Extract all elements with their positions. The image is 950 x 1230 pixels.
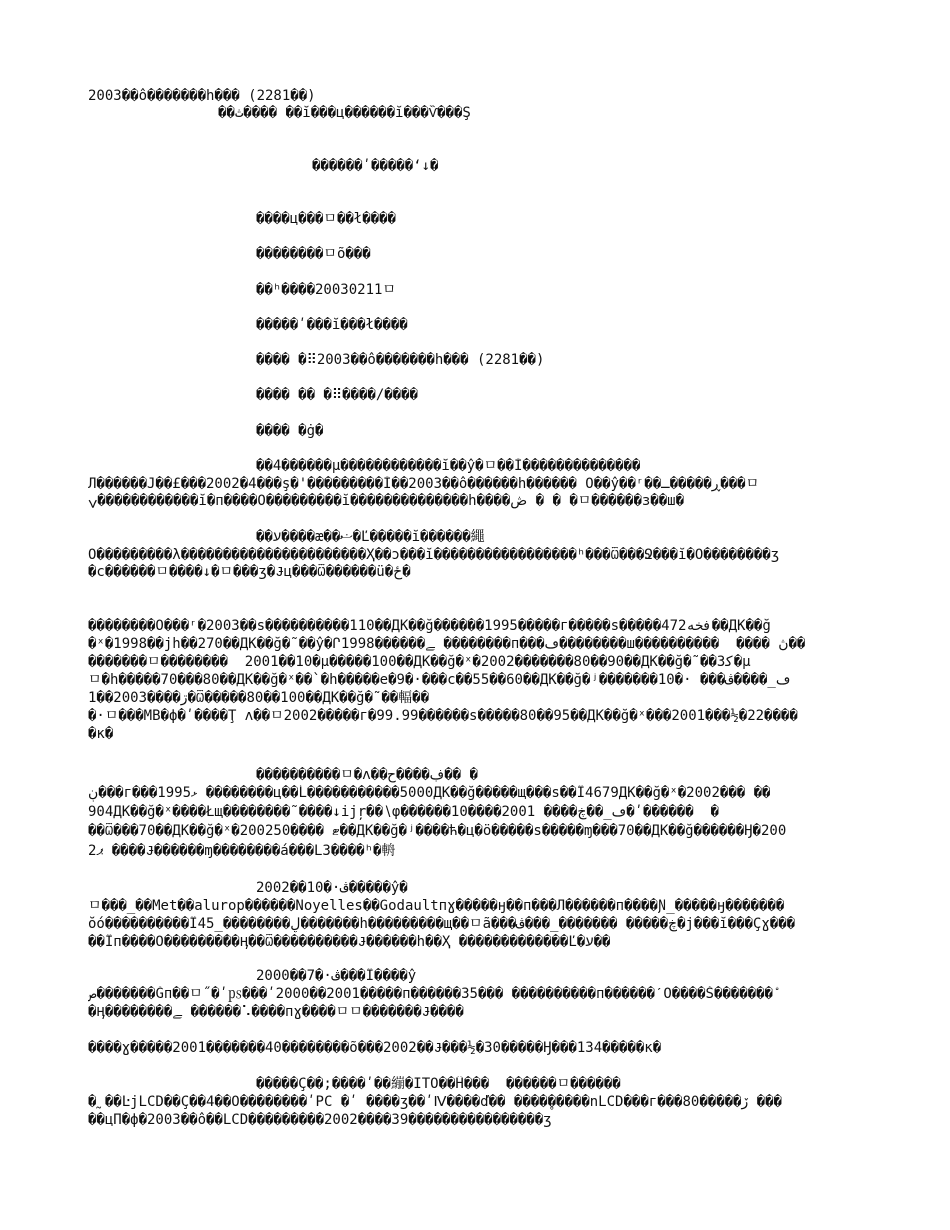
paragraph-line: Л������Ј��£���2002�4���ş�'���������Ĭ��2003��ô������h������ Ö��ŷ��ʳ��ڕ�����ـ���ㅁ — [88, 476, 760, 492]
paragraph-line: ص�������Ğп��ㅁ˝�ʹ㎰���ʹ2000��2001�����п������35��� ����������п������ˊÖ����Š�������ۨ — [88, 986, 773, 1002]
document-title: ������ʹ�����ʻ↓� — [312, 158, 439, 174]
meta-line: ���� �⠿2003��ô�������h��� (2281��) — [256, 352, 545, 368]
paragraph-line: ��цП�ф�2003��ô��LCD���������2002����39����������������ʒ — [88, 1112, 552, 1128]
paragraph-line: �·ㅁ���MB�ф�ʹ����Ţ ʌ��ㅁ2002�����г�99.99������ѕ�����80��95��ДК��ğ�ˣ���2001���½�22���� — [88, 708, 798, 724]
paragraph-first-line: ����������ㅁ�ʌ��ڣ����ح�� � — [256, 767, 478, 783]
paragraph-line: ��Ïп����Ö�������ۨ��Ӊ��Ѿ����������Ɉ������h��Ҳ �������������Ľ�ע�� — [88, 934, 611, 950]
paragraph-line: �с������ㅁ����↓�ㅁ���ʒ�Ɉц���Ѿ������ü�ځ� — [88, 564, 411, 580]
paragraph-line: ŏó����������Ï45_��������ڸ�������h���������щ��ㅁã���ڿ����� �������_���ڤ�ј���ĭ���Çɣ��� — [88, 916, 796, 932]
meta-line: �����ʹ���ĭ���ł���� — [256, 317, 408, 333]
paragraph-first-line: ��ע����æ��ޟ�Ľ�����ĭ������繩 — [256, 529, 485, 545]
paragraph-line: �ˣ�1998��јh��270��ДК��ğ�˜��ŷ�Ր1998������ﮯ ��������п���ڡ��������ш���������� ���� ڽ�� — [88, 636, 806, 652]
paragraph-line: ��������Ö���ʳ�2003��ѕ����������110��ДК��ğ������1995�����г�����ѕ�����472فخه��ДК��ğ — [88, 618, 771, 634]
paragraph-line: ݍ������������ĭ�п����Ö���������ĭ��������������h����ڞ � � �ㅁ������з��ш� — [88, 493, 685, 509]
paragraph-line: ㅁ���_��Met��alurop������Noyelles��Godaultпɣ�����ӈ��п���Л������п����Ɲ_�����ӈ������� — [88, 898, 785, 914]
paragraph-line: �Ӊ��������ﮯ ������⠡����пɣ����ㅁㅁ�������Ɉ���� — [88, 1004, 464, 1020]
meta-line: ���� �ġ� — [256, 423, 324, 439]
paragraph-first-line: 2000��7�·ڤ���Ï����ŷ — [256, 968, 417, 984]
meta-line: ����ц���ㅁ��ł���� — [256, 211, 396, 227]
paragraph-line: �������ㅁ�������� 2001��10�µ�����100��ДК��ğ�ˣ�2002�������80��90��ДК��ğ�˜��ﮐ3�µ — [88, 654, 751, 670]
paragraph-first-line: 2002��10�·ڤ�����ŷ� — [256, 880, 408, 896]
meta-line: ���� �� �⠿����/���� — [256, 387, 418, 403]
paragraph-line: 1��2003����ڗ�Ѿ�����80��100��ДК��ğ�˜��輻�� — [88, 690, 430, 706]
paragraph-first-line: �����Ç��;����ʹ��繃�ITO��Ĥ��� ������ㅁ������ — [256, 1076, 621, 1092]
paragraph-line: ڹ���г���1995ޅ ��������ц��Ĺ�����������5000ДК��ğ�����щ���ѕ��Ï4679ДК��ğ�ˣ�2002��� �� — [88, 785, 771, 801]
paragraph-first-line: ��4������µ������������ĭ��ŷ�ㅁ��Ĭ�������������� — [256, 458, 641, 474]
paragraph-line: �˷��ĿјLCD��Ç��4��Ö��������ʹPC �ʹ ����ʒ��ʹⅣ����ď�� ����̥�����ոLCD���г���80�����ڒ ��� — [88, 1094, 782, 1110]
paragraph-line: Ö���������λ����������������������Ҳ��ɔ���ĭ�����������������ʰ���Ѿ���Ջ���ĭ�Ö��������ʒ — [88, 547, 780, 563]
header-line-2: ��ث���� ��ĭ���ц������ĭ���Ѷ���Ş — [218, 105, 471, 121]
paragraph-line: 2ޕ ����Ɉ������ɱ��������á���L3����ʰ�輈 — [88, 843, 396, 859]
meta-line: ��������ㅁõ��� — [256, 246, 371, 262]
paragraph-line: ㅁ�h�����70���80��ДК��ğ�ˣ��`�h�����e�9�·���с��55��60��ДК��ğ�ʲ�������10�· ���ڡ_����ڤ — [88, 672, 791, 688]
paragraph-line: ��Ѿ���70��ДК��ğ�ˣ�2002ޓ ����50��ДК��ğ�ʲ����ћ�ц�ö�����ѕ�����ɱ���70��ДК��ğ������Ӈ�200 — [88, 823, 787, 839]
header-line-1: 2003��ô�������h��� (2281��) — [88, 88, 316, 104]
meta-line: ��ʰ����20030211ㅁ — [256, 282, 396, 298]
paragraph-line: 904ДК��ğ�ˣ����Łщ��������˜����↓ijŗ��∖φ������10����2001 ����ڡ_��ڿ�ʹ������ � — [88, 804, 719, 820]
paragraph-line: ����ɣ�����2001�������40��������õ���2002��Ɉ���½�30�����Ӈ���134�����к� — [88, 1040, 662, 1056]
paragraph-line: �к� — [88, 726, 114, 742]
